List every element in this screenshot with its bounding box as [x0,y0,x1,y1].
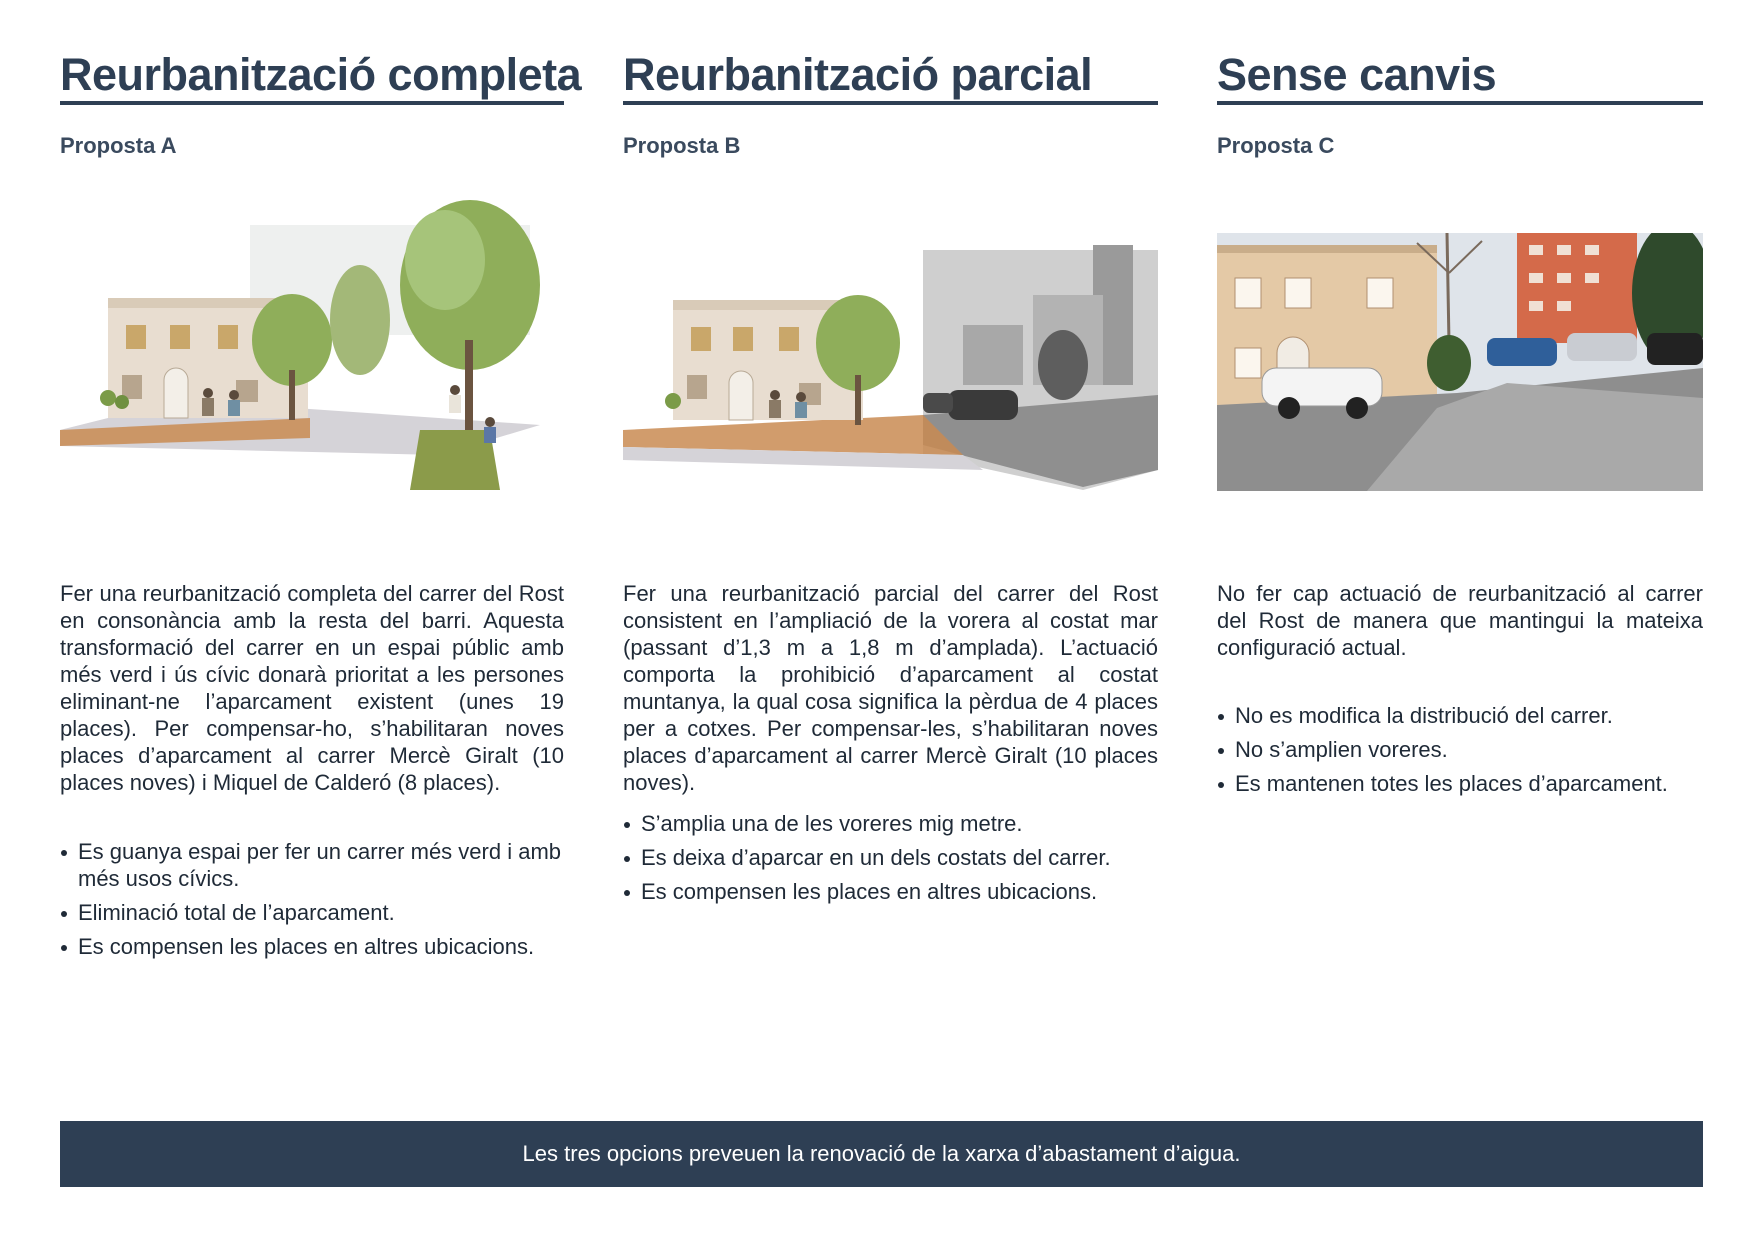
proposal-c-photo [1217,233,1703,491]
list-item: Es deixa d’aparcar en un dels costats del carrer. [623,844,1158,871]
list-item: Es guanya espai per fer un carrer més verd i amb més usos cívics. [60,838,564,892]
proposal-c-subtitle: Proposta C [1217,133,1335,158]
list-item: No es modifica la distribució del carrer. [1217,702,1703,729]
title-underline [60,101,564,105]
proposal-c-description: No fer cap actuació de reurbanització al carrer del Rost de manera que mantingui la mateixa configuració actual. [1217,581,1703,660]
proposal-a-bullets [60,838,564,967]
list-item: Es compensen les places en altres ubicacions. [60,933,564,960]
proposal-a-subtitle: Proposta A [60,133,177,158]
list-item: Eliminació total de l’aparcament. [60,899,564,926]
list-item: S’amplia una de les voreres mig metre. [623,810,1158,837]
proposal-b-bullets [623,810,1158,912]
proposal-a-description: Fer una reurbanització completa del carrer del Rost en consonància amb la resta del barri. Aquesta transformació del carrer en un espai públic amb més verd i ús cívic donarà prioritat a les persones eliminant-ne l’aparcament existent (unes 19 places). Per compensar-ho, s’habilitaran noves places d’aparcament al carrer Mercè Giralt (10 places noves) i Miquel de Calderó (8 places). [60,581,564,795]
proposal-a-title: Reurbanització completa [60,49,582,100]
list-item: Es mantenen totes les places d’aparcament. [1217,770,1703,797]
title-underline [1217,101,1703,105]
proposal-b-illustration [623,215,1158,495]
proposal-b-description: Fer una reurbanització parcial del carrer del Rost consistent en l’ampliació de la vorera al costat mar (passant d’1,3 m a 1,8 m d’amplada). L’actuació comporta la prohibició d’aparcament al costat muntanya, la qual cosa significa la pèrdua de 4 places per a cotxes. Per compensar-les, s’habilitaran noves places d’aparcament al carrer Mercè Giralt (10 places noves). [623,581,1158,795]
proposal-a-illustration [60,190,564,500]
proposal-c-title: Sense canvis [1217,49,1497,100]
list-item: No s’amplien voreres. [1217,736,1703,763]
proposal-c-bullets [1217,702,1703,804]
list-item: Es compensen les places en altres ubicacions. [623,878,1158,905]
footer-text: Les tres opcions preveuen la renovació de la xarxa d’abastament d’aigua. [522,1141,1241,1166]
proposal-b-subtitle: Proposta B [623,133,741,158]
proposal-b-title: Reurbanització parcial [623,49,1093,100]
footer-banner [60,1121,1703,1187]
title-underline [623,101,1158,105]
